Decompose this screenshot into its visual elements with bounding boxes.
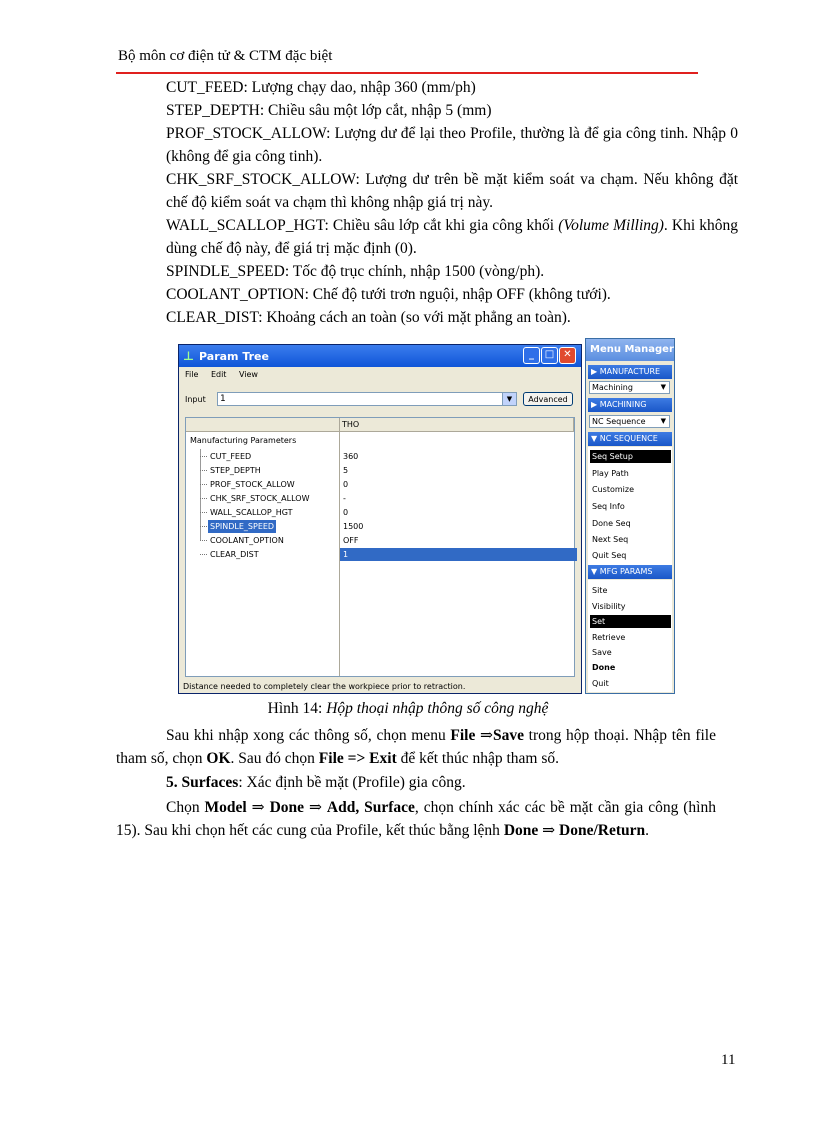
tree-connector <box>200 449 201 541</box>
figure-caption <box>0 700 816 718</box>
param-description: STEP_DEPTH: Chiều sâu một lớp cắt, nhập 5 (mm) <box>166 102 492 119</box>
param-value[interactable]: 0 <box>343 508 349 517</box>
status-bar: Distance needed to completely clear the workpiece prior to retraction. <box>183 682 466 691</box>
text-run: trong hộp thoại. Nhập tên file tham số, chọn <box>116 727 716 767</box>
page-header: Bộ môn cơ điện tử & CTM đặc biệt <box>118 48 333 64</box>
chevron-down-icon[interactable]: ▼ <box>502 393 516 405</box>
menu-view[interactable]: View <box>238 370 258 379</box>
bar-label: MACHINING <box>599 400 647 409</box>
text-run-bold: Done/Return <box>559 822 646 839</box>
input-label: Input <box>185 395 206 404</box>
param-description: PROF_STOCK_ALLOW: Lượng dư để lại theo Profile, thường là để gia công tinh. Nhập 0 (không để gia công tinh). <box>166 125 738 165</box>
minimize-button[interactable]: _ <box>523 347 540 364</box>
chevron-down-icon: ▼ <box>660 383 666 391</box>
param-description: CHK_SRF_STOCK_ALLOW: Lượng dư trên bề mặt kiểm soát va chạm. Nếu không đặt chế độ kiểm soát va chạm thì không nhập giá trị này. <box>166 171 738 211</box>
tree-app-icon: ⊥ <box>183 349 194 363</box>
header-rule <box>116 72 698 74</box>
param-value[interactable]: 1500 <box>343 522 364 531</box>
menu-item-site[interactable]: Site <box>592 586 608 595</box>
tree-item[interactable]: CHK_SRF_STOCK_ALLOW <box>210 494 310 503</box>
bar-label: MFG PARAMS <box>599 567 653 576</box>
text-run-bold: OK <box>206 750 231 767</box>
menu-item-next-seq[interactable]: Next Seq <box>592 535 629 544</box>
text-run: ⇒ <box>246 799 270 816</box>
maximize-button[interactable]: □ <box>541 347 558 364</box>
param-value[interactable]: OFF <box>343 536 359 545</box>
param-grid <box>185 417 575 677</box>
tree-item[interactable]: COOLANT_OPTION <box>210 536 284 545</box>
text-run-bold: Save <box>492 727 524 744</box>
section-heading <box>116 771 716 794</box>
param-text-italic: (Volume Milling) <box>558 217 664 234</box>
param-value-editing[interactable]: 1 <box>340 548 577 561</box>
tree-item-selected[interactable]: SPINDLE_SPEED <box>210 522 275 531</box>
body-paragraph <box>116 796 716 842</box>
window-title: Param Tree <box>199 350 269 363</box>
param-value[interactable]: - <box>343 494 346 503</box>
tree-root[interactable]: Manufacturing Parameters <box>190 436 297 445</box>
text-run: ⇒ <box>475 727 493 744</box>
text-run: . <box>645 822 649 839</box>
titlebar <box>179 345 581 367</box>
page-number: 11 <box>721 1052 736 1068</box>
param-description: COOLANT_OPTION: Chế độ tưới trơn nguội, nhập OFF (không tưới). <box>166 286 611 303</box>
menu-file[interactable]: File <box>185 370 199 379</box>
grid-divider <box>339 418 340 676</box>
menu-edit[interactable]: Edit <box>210 370 227 379</box>
text-run-bold: File => Exit <box>318 750 397 767</box>
param-tree-window <box>178 344 582 694</box>
machining-dropdown[interactable] <box>589 381 670 394</box>
menu-item-seq-setup[interactable]: Seq Setup <box>590 450 671 463</box>
chevron-down-icon: ▼ <box>660 417 666 425</box>
param-description <box>166 214 738 260</box>
dropdown-value: NC Sequence <box>592 417 646 426</box>
text-run-bold: Done <box>269 799 305 816</box>
caption-label: Hình 14: <box>267 700 327 717</box>
caption-text: Hộp thoại nhập thông số công nghệ <box>326 700 549 717</box>
input-combo[interactable] <box>217 392 517 406</box>
text-run: ⇒ <box>538 822 560 839</box>
advanced-button[interactable]: Advanced <box>523 392 573 406</box>
menu-manufacture[interactable]: ▶ MANUFACTURE <box>588 365 672 379</box>
body-paragraph <box>116 724 716 770</box>
input-value: 1 <box>220 394 226 404</box>
menu-item-quit[interactable]: Quit <box>592 679 609 688</box>
menu-item-set[interactable]: Set <box>590 615 671 628</box>
grid-header-blank <box>186 418 340 432</box>
tree-item[interactable]: STEP_DEPTH <box>210 466 261 475</box>
param-description: CLEAR_DIST: Khoảng cách an toàn (so với mặt phẳng an toàn). <box>166 309 571 326</box>
menu-item-seq-info[interactable]: Seq Info <box>592 502 625 511</box>
menubar <box>185 370 268 379</box>
menu-item-quit-seq[interactable]: Quit Seq <box>592 551 627 560</box>
param-value[interactable]: 0 <box>343 480 349 489</box>
menu-item-done[interactable]: Done <box>592 663 616 672</box>
text-run-bold: 5. Surfaces <box>166 774 239 791</box>
param-description: CUT_FEED: Lượng chạy dao, nhập 360 (mm/ph) <box>166 79 476 96</box>
param-value[interactable]: 360 <box>343 452 359 461</box>
menu-machining[interactable]: ▶ MACHINING <box>588 398 672 412</box>
menu-item-done-seq[interactable]: Done Seq <box>592 519 631 528</box>
text-run-bold: Add, Surface <box>326 799 415 816</box>
menu-manager-title: Menu Manager <box>586 339 674 361</box>
menu-nc-sequence[interactable]: ▼ NC SEQUENCE <box>588 432 672 446</box>
param-text: . Khi không dùng chế độ này, để giá trị mặc định (0). <box>166 217 739 257</box>
tree-item[interactable]: WALL_SCALLOP_HGT <box>210 508 293 517</box>
menu-item-play-path[interactable]: Play Path <box>592 469 629 478</box>
text-run: : Xác định bề mặt (Profile) gia công. <box>238 774 466 791</box>
tree-item[interactable]: CUT_FEED <box>210 452 252 461</box>
bar-label: MANUFACTURE <box>599 367 661 376</box>
tree-item[interactable]: CLEAR_DIST <box>210 550 259 559</box>
text-run: để kết thúc nhập tham số. <box>396 750 560 767</box>
text-run: Chọn <box>166 799 205 816</box>
menu-manager <box>585 338 675 694</box>
text-run-bold: Model <box>204 799 247 816</box>
figure-screenshot <box>178 338 676 694</box>
text-run: . Sau đó chọn <box>230 750 319 767</box>
dropdown-value: Machining <box>592 383 633 392</box>
param-value[interactable]: 5 <box>343 466 349 475</box>
ncseq-dropdown[interactable] <box>589 415 670 428</box>
column-header: THO <box>339 418 574 432</box>
bar-label: NC SEQUENCE <box>599 434 658 443</box>
menu-item-customize[interactable]: Customize <box>592 485 634 494</box>
param-text: WALL_SCALLOP_HGT: Chiều sâu lớp cắt khi gia công khối <box>166 217 559 234</box>
text-run: Sau khi nhập xong các thông số, chọn menu <box>166 727 451 744</box>
text-run: ⇒ <box>304 799 327 816</box>
menu-item-retrieve[interactable]: Retrieve <box>592 633 626 642</box>
text-run-bold: File <box>450 727 476 744</box>
menu-mfg-params[interactable]: ▼ MFG PARAMS <box>588 565 672 579</box>
param-description: SPINDLE_SPEED: Tốc độ trục chính, nhập 1500 (vòng/ph). <box>166 263 545 280</box>
tree-item[interactable]: PROF_STOCK_ALLOW <box>210 480 295 489</box>
text-run: , chọn chính xác các bề mặt cần gia công (hình 15). Sau khi chọn hết các cung của Profile, kết thúc bằng lệnh <box>116 799 716 839</box>
menu-item-save[interactable]: Save <box>592 648 612 657</box>
menu-item-visibility[interactable]: Visibility <box>592 602 626 611</box>
text-run-bold: Done <box>503 822 539 839</box>
close-button[interactable]: ✕ <box>559 347 576 364</box>
